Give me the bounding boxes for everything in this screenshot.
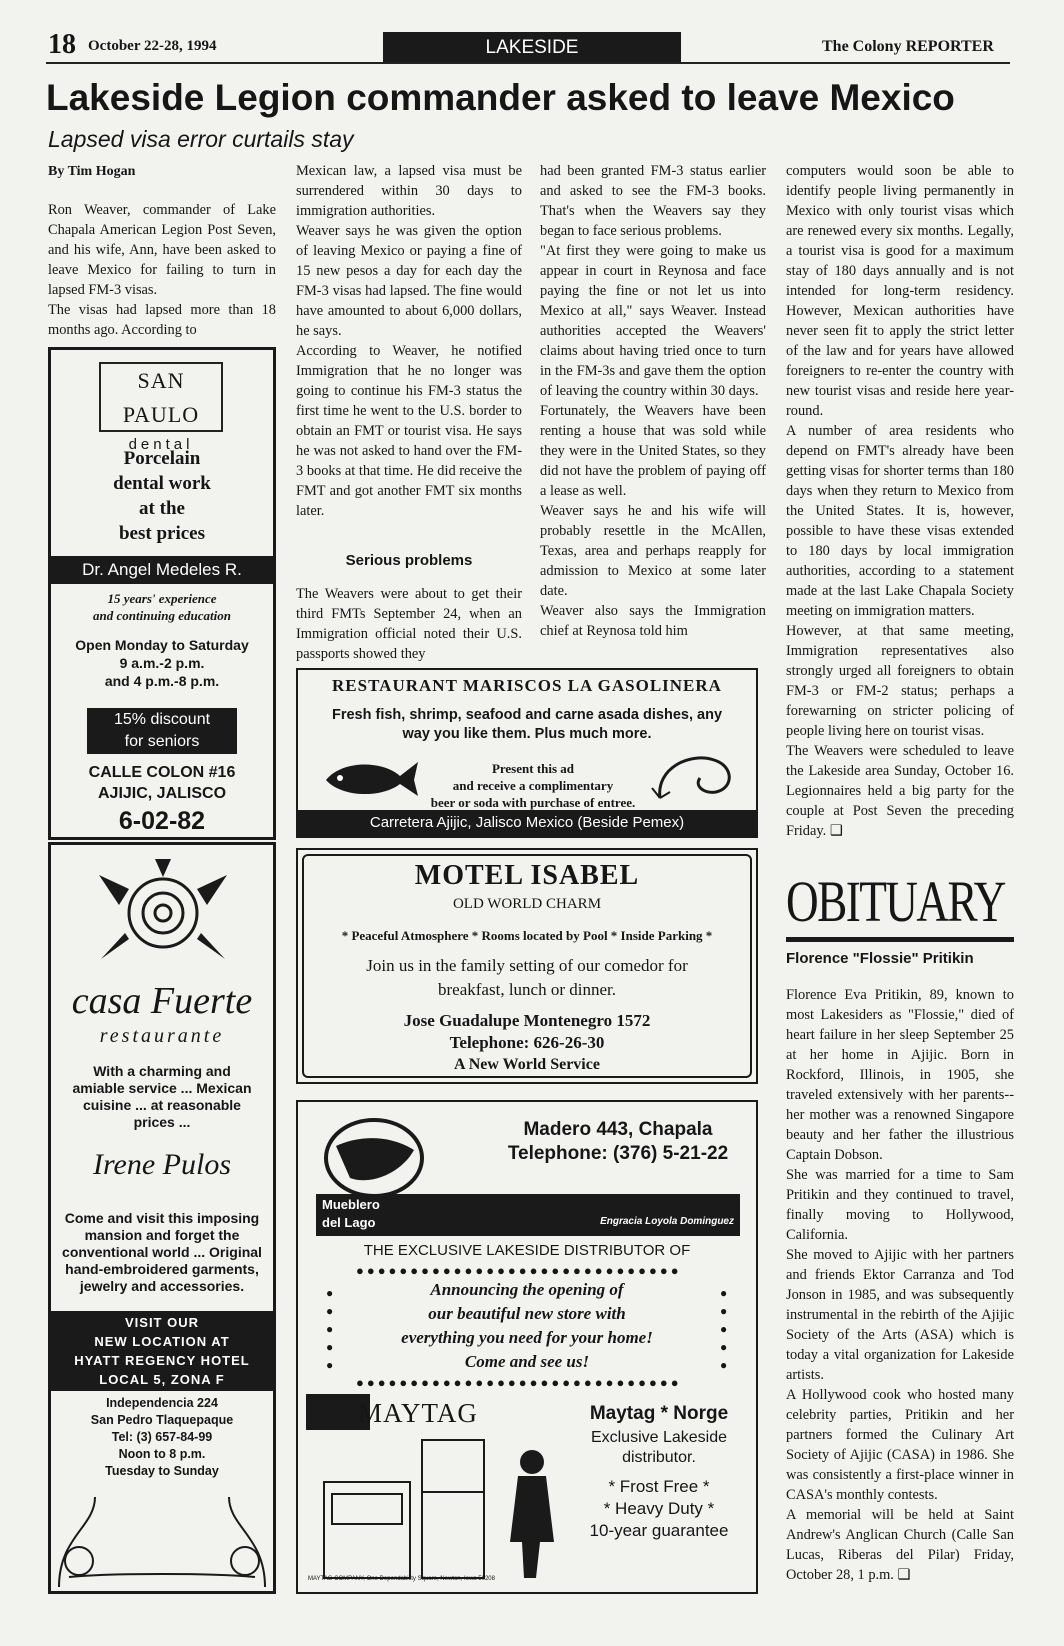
announcement-box [326,1264,728,1388]
restaurant-ad [296,668,758,838]
header-rule [46,62,1010,64]
article-col-3: had been granted FM-3 status earlier and asked to see the FM-3 books. That's when the Weavers say they began to face serious problems. "At first they were going to make us appear in court in Reynosa and face paying the fine or not let us into Mexico at all," says Weaver. Instead authorities accepted the Weavers' claims about having tried once to turn in the FM-3s and gave them the option of leaving the country within 30 days. Fortunately, the Weavers have been renting a house that was sold while they were in the United States, so they did not have the problem of paying off a lease as well. Weaver says he and his wife will probably resettle in the McAllen, Texas, area and perhaps reapply for admission to Mexico at some later date. Weaver also says the Immigration chief at Reynosa told him [540,163,766,639]
dental-line: dental work [113,473,211,494]
masthead: The Colony REPORTER [822,38,994,55]
motel-name: MOTEL ISABEL [414,860,640,891]
restaurant-address: Carretera Ajijic, Jalisco Mexico (Beside Pemex) [298,810,756,836]
dot-border-left: ● ● ● ● ● [326,1286,334,1372]
motel-text: Join us in the family setting of our comedor for breakfast, lunch or dinner. [366,956,688,999]
office-hours: Open Monday to Saturday 9 a.m.-2 p.m. and 4 p.m.-8 p.m. [75,637,249,689]
article-col-1: Ron Weaver, commander of Lake Chapala American Legion Post Seven, and his wife, Ann, have been asked to leave Mexico for failing to turn in lapsed FM-3 visas. The visas had lapsed more than 18 months ago. According to [48,202,276,338]
maytag-fine-print: MAYTAG COMPANY, One Dependability Square, Newton, Iowa 50208 [308,1576,495,1582]
mueblero-logo-icon [322,1116,426,1200]
dental-line: best prices [118,523,205,544]
mueblero-banner [316,1194,740,1236]
article-col-2b: The Weavers were about to get their third FMTs September 24, when an Immigration official noted their U.S. passports showed they [296,586,522,662]
article-col-2a: Mexican law, a lapsed visa must be surrendered within 30 days to immigration authorities. Weaver says he was given the option of leaving Mexico or paying a fine of 15 new pesos a day for each day the FM-3 visas had lapsed. The fine would have amounted to about 6,000 dollars, he says. According to Weaver, he notified Immigration that he no longer was going to continue his FM-3 status the first time he went to the U.S. border to obtain an FMT or tourist visa. He says he was not asked to hand over the FM-3 books at that time. He did receive the FMT and got another FMT six months later. [296,163,522,519]
casa-fuerte-ad [48,842,276,1594]
maytag-exclusive: Exclusive Lakeside distributor. [590,1429,728,1466]
obituary-heading [786,866,1014,942]
issue-date: October 22-28, 1994 [88,38,217,54]
dot-border-right: ● ● ● ● ● [720,1286,728,1372]
section-subhead: Serious problems [345,552,473,569]
senior-discount: 15% discount for seniors [87,708,237,754]
new-location: VISIT OUR NEW LOCATION AT HYATT REGENCY HOTEL LOCAL 5, ZONA F [51,1311,273,1391]
page-number: 18 [48,29,76,60]
san-paulo-logo [99,362,223,453]
mueblero-address: Madero 443, Chapala [523,1119,713,1140]
motel-address: Jose Guadalupe Montenegro 1572 [403,1011,651,1030]
mueblero-owner: Engracia Loyola Dominguez [600,1216,734,1227]
article-col-4: computers would soon be able to identify people living permanently in Mexico with only tourist visas which are renewed every six months. Legally, a tourist visa is good for a maximum stay of 180 days annually and is not intended for long-term residency. However, Mexican authorities have never seen fit to apply the strict letter of the law and for years have allowed foreigners to re-enter the country with new tourist visas and reside here year-round. A number of area residents who depend on FMT's already have been getting visas for shorter terms than 180 days when they return to Mexico from the United States. It is, however, possible to have these visas extended to 180 days by local immigration authorities, according to a statement made at the last Lake Chapala Society meeting on immigration matters. However, at that same meeting, Immigration representatives also strongly urged all foreigners to obtain FM-3 or FM-2 status; perhaps a forewarning on stricter policing of people living here on tourist visas. The Weavers were scheduled to leave the Lakeside area Sunday, October 16. Legionnaires held a big party for the couple at Post Seven the preceding Friday. ❑ [786,163,1014,839]
dental-ad [48,347,276,840]
dental-line: at the [139,498,185,519]
dot-border-bottom: ●●●●●●●●●●●●●●●●●●●●●●●●●●●●●● [356,1375,682,1390]
irene-signature: Irene Pulos [92,1148,232,1181]
mueblero-distributor: THE EXCLUSIVE LAKESIDE DISTRIBUTOR OF [363,1242,691,1259]
obituary-body: Florence Eva Pritikin, 89, known to most Lakesiders as "Flossie," died of heart failure in her sleep September 25 at her home in Ajijic. Born in Rockford, Illinois, in 1905, she traveled extensively with her parents--her mother was a renowned Singapore beauty and her father the illustrious Captain Dobson. She was married for a time to Sam Pritikin and they continued to travel, finally moving to Hollywood, California. She moved to Ajijic with her partners and friends Ektor Carranza and Tod Jonson in 1985, and was subsequently instrumental in the rebirth of the Ajijic Society of the Arts (ASA) which is today a vital organization for Lakeside artists. A Hollywood cook who hosted many celebrity parties, Pritikin and her partners formed the Culinary Art Society of Ajijic (CASA) in 1986. She was consistently a first-place winner in CASA's monthly contests. A memorial will be held at Saint Andrew's Anglican Church (Calle San Lucas, Riberas del Pilar) Friday, October 28, 1 p.m. ❑ [786,987,1014,1583]
dental-phone: 6-02-82 [118,807,206,835]
motel-sub: OLD WORLD CHARM [452,896,602,912]
motel-ad [296,848,758,1084]
headline: Lakeside Legion commander asked to leave Mexico [46,77,955,118]
doctor-name: Dr. Angel Medeles R. [51,556,273,584]
appliances-illustration-icon [318,1432,568,1582]
shrimp-icon [650,748,740,804]
maytag-brands: Maytag * Norge [589,1403,729,1424]
dental-lines [51,446,273,546]
obituary-name: Florence "Flossie" Pritikin [786,950,974,967]
casa-fuerte-sub: restaurante [99,1025,225,1047]
maytag-features: * Frost Free * * Heavy Duty * 10-year guarantee [589,1477,729,1540]
motel-features: * Peaceful Atmosphere * Rooms located by Pool * Inside Parking * [341,928,713,943]
casa-text-2: Come and visit this imposing mansion and forget the conventional world ... Original hand-embroidered garments, jewelry and accessories. [62,1210,262,1294]
logo-bottom: dental [128,436,194,453]
casa-fuerte-name: casa Fuerte [71,980,253,1022]
section-label: LAKESIDE [383,32,681,64]
restaurant-tagline: Fresh fish, shrimp, seafood and carne asada dishes, any way you like them. Plus much more. [331,707,723,742]
restaurant-name: RESTAURANT MARISCOS LA GASOLINERA [332,676,722,695]
ornament-border-icon [55,1477,269,1587]
byline: By Tim Hogan [48,164,136,179]
motel-phone: Telephone: 626-26-30 [449,1033,605,1052]
experience: 15 years' experience and continuing education [93,591,231,623]
motel-slogan: A New World Service [454,1056,600,1073]
announcement-text: Announcing the opening of our beautiful new store with everything you need for your home! Come and see us! [401,1280,653,1371]
dental-line: Porcelain [123,448,201,469]
mueblero-ad [296,1100,758,1594]
obituary-title: OBITUARY [786,869,1005,934]
mueblero-brand: Mueblero del Lago [322,1197,380,1230]
rose-emblem-icon [95,855,231,973]
dot-border-top: ●●●●●●●●●●●●●●●●●●●●●●●●●●●●●● [356,1263,682,1278]
restaurant-offer: Present this ad and receive a complimentary beer or soda with purchase of entree. [430,761,636,810]
logo-top: SAN PAULO [122,368,200,427]
casa-text-1: With a charming and amiable service ... Mexican cuisine ... at reasonable prices ... [72,1063,252,1130]
subheadline: Lapsed visa error curtails stay [48,126,354,152]
fish-icon [322,752,422,802]
casa-address: Independencia 224 San Pedro Tlaquepaque Tel: (3) 657-84-99 Noon to 8 p.m. Tuesday to Sunday [90,1396,234,1478]
dental-address: CALLE COLON #16 AJIJIC, JALISCO [88,764,236,802]
maytag-logo: MAYTAG [358,1398,478,1428]
mueblero-phone: Telephone: (376) 5-21-22 [507,1143,729,1164]
